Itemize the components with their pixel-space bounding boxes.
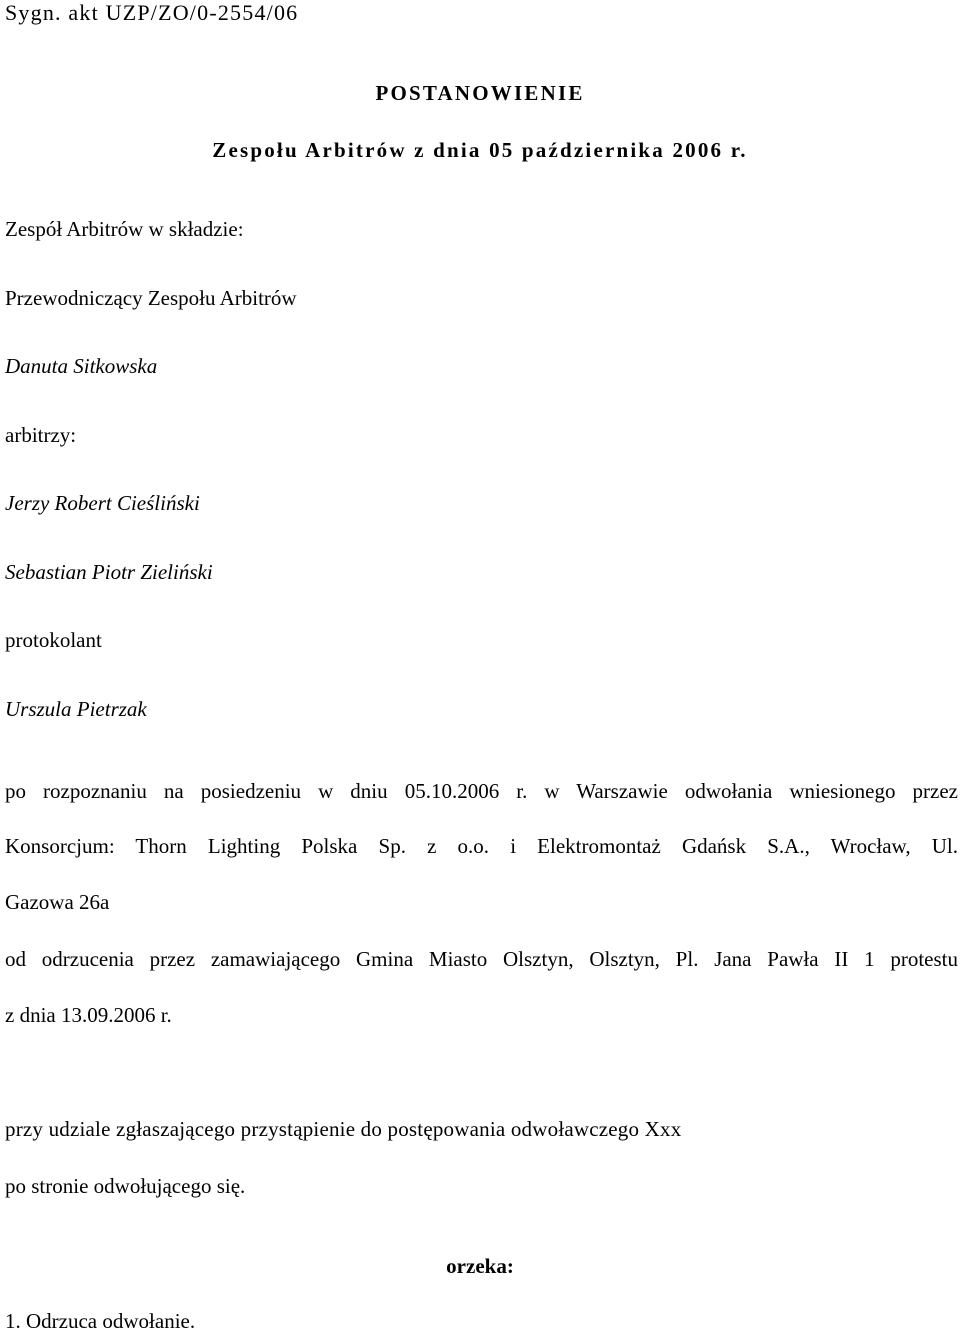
clerk-name: Urszula Pietrzak <box>5 697 147 721</box>
body-line: od odrzucenia przez zamawiającego Gmina Miasto Olsztyn, Olsztyn, Pl. Jana Pawła II 1 protestu <box>5 947 958 971</box>
arbiters-label: arbitrzy: <box>5 423 77 447</box>
panel-intro: Zespół Arbitrów w składzie: <box>5 217 244 241</box>
arbiter-name: Sebastian Piotr Zieliński <box>5 560 213 584</box>
case-signature: Sygn. akt UZP/ZO/0-2554/06 <box>5 0 299 25</box>
body-line: po rozpoznaniu na posiedzeniu w dniu 05.10.2006 r. w Warszawie odwołania wniesionego przez <box>5 779 958 803</box>
body-line: po stronie odwołującego się. <box>5 1174 246 1198</box>
body-line: przy udziale zgłaszającego przystąpienie do postępowania odwoławczego Xxx <box>5 1117 682 1141</box>
body-line: Konsorcjum: Thorn Lighting Polska Sp. z o.o. i Elektromontaż Gdańsk S.A., Wrocław, Ul. <box>5 834 958 858</box>
arbiter-name: Jerzy Robert Cieśliński <box>5 491 200 515</box>
ruling-heading: orzeka: <box>446 1254 514 1278</box>
chair-name: Danuta Sitkowska <box>5 354 158 378</box>
chair-label: Przewodniczący Zespołu Arbitrów <box>5 286 297 310</box>
document-subtitle: Zespołu Arbitrów z dnia 05 października 2006 r. <box>212 138 748 162</box>
clerk-label: protokolant <box>5 628 102 652</box>
body-line: z dnia 13.09.2006 r. <box>5 1003 172 1027</box>
document-title: POSTANOWIENIE <box>375 81 585 105</box>
ruling-item: 1. Odrzuca odwołanie. <box>5 1309 196 1333</box>
body-line: Gazowa 26a <box>5 890 110 914</box>
